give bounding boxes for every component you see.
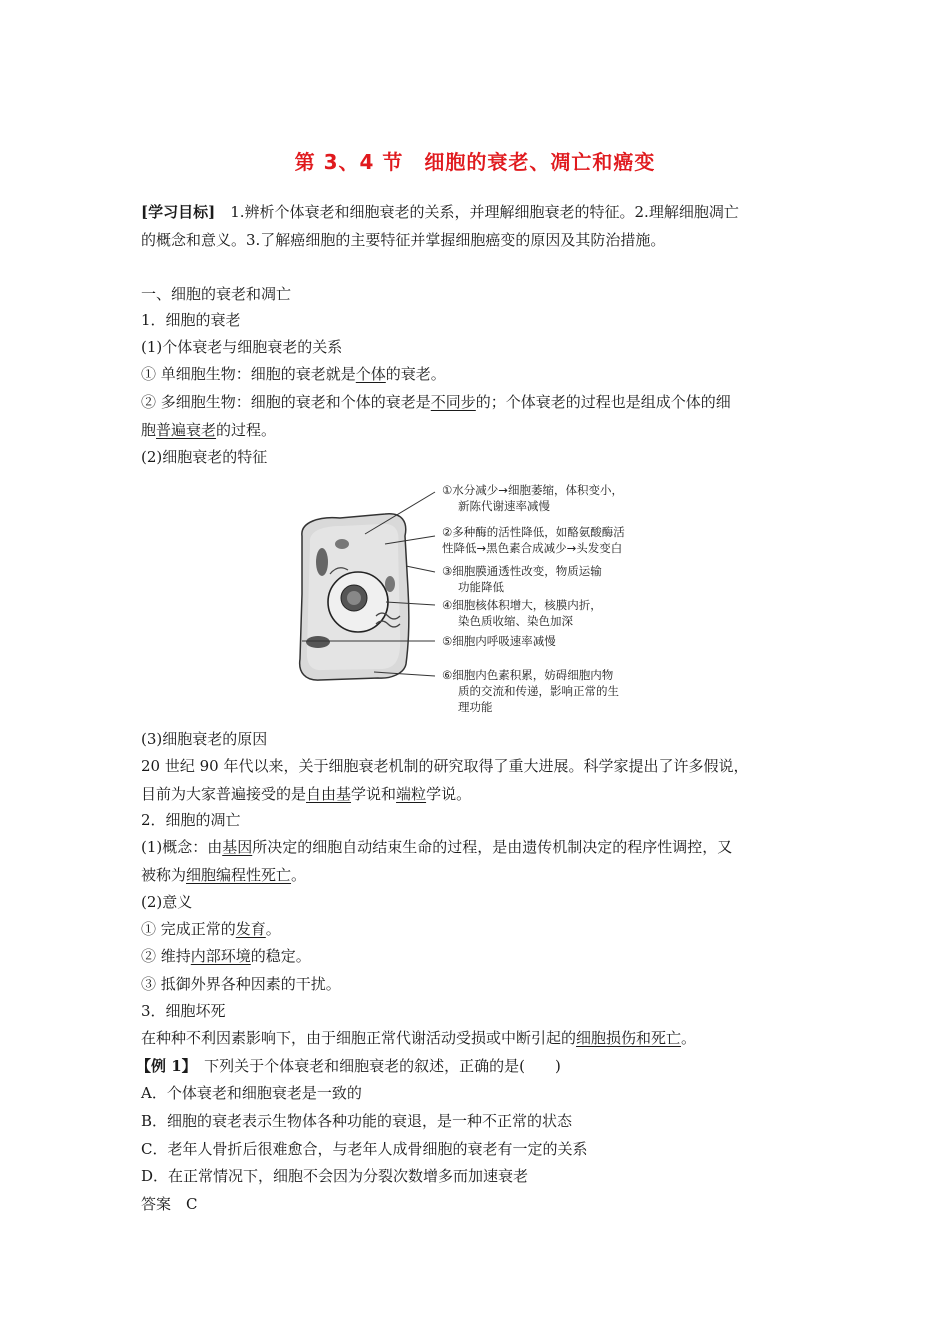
label-6c: 理功能 xyxy=(458,700,493,714)
point-causes: (3)细胞衰老的原因 xyxy=(141,730,268,748)
concept-line-2 xyxy=(141,865,306,885)
nucleolus-core xyxy=(347,591,361,605)
option-d: D．在正常情况下，细胞不会因为分裂次数增多而加速衰老 xyxy=(141,1167,529,1185)
text: 的；个体衰老的过程也是组成个体的细 xyxy=(475,393,731,411)
leader-line xyxy=(406,566,435,572)
text: 被称为 xyxy=(141,866,187,884)
aging-cell-diagram xyxy=(290,474,660,720)
subsection-necrosis: 3．细胞坏死 xyxy=(141,1002,226,1020)
label-4b: 染色质收缩、染色加深 xyxy=(458,614,573,628)
underlined-answer: 发育 xyxy=(235,920,266,938)
point-relation: (1)个体衰老与细胞衰老的关系 xyxy=(141,338,343,356)
mitochondrion xyxy=(306,636,330,648)
text: ② 多细胞生物：细胞的衰老和个体的衰老是 xyxy=(141,393,431,411)
text: 。 xyxy=(265,920,281,938)
underlined-answer: 不同步 xyxy=(430,393,476,411)
label-4a: ④细胞核体积增大，核膜内折， xyxy=(442,598,602,612)
objectives-label: [学习目标] xyxy=(141,203,216,221)
option-c: C．老年人骨折后很难愈合，与老年人成骨细胞的衰老有一定的关系 xyxy=(141,1140,588,1158)
text: (1)概念：由 xyxy=(141,838,223,856)
necrosis-text xyxy=(141,1028,696,1048)
objectives-line-1 xyxy=(141,202,739,222)
underlined-answer: 细胞损伤和死亡 xyxy=(576,1029,682,1047)
concept-line-1 xyxy=(141,837,732,857)
item-multicellular-cont xyxy=(141,420,276,440)
meaning-3: ③ 抵御外界各种因素的干扰。 xyxy=(141,975,341,993)
text: ① 完成正常的 xyxy=(141,920,236,938)
text: 在种种不利因素影响下，由于细胞正常代谢活动受损或中断引起的 xyxy=(141,1029,577,1047)
item-multicellular xyxy=(141,392,731,412)
label-1a: ①水分减少→细胞萎缩，体积变小， xyxy=(442,483,623,497)
text: 目前为大家普遍接受的是 xyxy=(141,785,307,803)
text: 的过程。 xyxy=(216,421,277,439)
text: 学说和 xyxy=(351,785,397,803)
subsection-aging: 1．细胞的衰老 xyxy=(141,311,241,329)
option-b: B．细胞的衰老表示生物体各种功能的衰退，是一种不正常的状态 xyxy=(141,1112,573,1130)
meaning-heading: (2)意义 xyxy=(141,893,193,911)
underlined-answer: 普遍衰老 xyxy=(156,421,217,439)
underlined-answer: 端粒 xyxy=(396,785,427,803)
text: 。 xyxy=(291,866,307,884)
answer: 答案 C xyxy=(141,1195,198,1213)
underlined-answer: 内部环境 xyxy=(190,947,251,965)
mitochondrion xyxy=(316,548,328,576)
underlined-answer: 个体 xyxy=(355,365,386,383)
label-6a: ⑥细胞内色素积累，妨碍细胞内物 xyxy=(442,668,614,682)
objectives-text-1: 1.辨析个体衰老和细胞衰老的关系，并理解细胞衰老的特征。2.理解细胞凋亡 xyxy=(215,203,739,221)
text: 。 xyxy=(681,1029,697,1047)
vesicle xyxy=(385,576,395,592)
causes-text-2 xyxy=(141,784,471,804)
item-unicellular xyxy=(141,364,446,384)
page-title: 第 3、4 节 细胞的衰老、凋亡和癌变 xyxy=(294,150,656,174)
text: 的衰老。 xyxy=(385,365,446,383)
text: ① 单细胞生物：细胞的衰老就是 xyxy=(141,365,356,383)
text: ② 维持 xyxy=(141,947,191,965)
meaning-1 xyxy=(141,919,281,939)
text: 所决定的细胞自动结束生命的过程，是由遗传机制决定的程序性调控，又 xyxy=(252,838,733,856)
underlined-answer: 基因 xyxy=(222,838,253,856)
question-text: 下列关于个体衰老和细胞衰老的叙述，正确的是( ) xyxy=(189,1057,561,1075)
text: 的稳定。 xyxy=(250,947,311,965)
text: 胞 xyxy=(141,421,157,439)
cell-figure xyxy=(290,474,660,720)
label-5: ⑤细胞内呼吸速率减慢 xyxy=(442,634,556,648)
subsection-apoptosis: 2．细胞的凋亡 xyxy=(141,811,241,829)
text: 学说。 xyxy=(426,785,472,803)
causes-text-1: 20 世纪 90 年代以来，关于细胞衰老机制的研究取得了重大进展。科学家提出了许多假说， xyxy=(141,757,749,775)
objectives-line-2: 的概念和意义。3.了解癌细胞的主要特征并掌握细胞癌变的原因及其防治措施。 xyxy=(141,231,666,249)
vesicle xyxy=(335,539,349,549)
example-question xyxy=(136,1056,561,1076)
label-1b: 新陈代谢速率减慢 xyxy=(458,499,550,513)
option-a: A．个体衰老和细胞衰老是一致的 xyxy=(141,1084,362,1102)
underlined-answer: 自由基 xyxy=(306,785,352,803)
meaning-2 xyxy=(141,946,311,966)
label-2a: ②多种酶的活性降低，如酪氨酸酶活 xyxy=(442,525,625,539)
section-heading: 一、细胞的衰老和凋亡 xyxy=(141,285,292,303)
point-features: (2)细胞衰老的特征 xyxy=(141,448,268,466)
underlined-answer: 细胞编程性死亡 xyxy=(186,866,292,884)
example-label: 【例 1】 xyxy=(136,1057,190,1075)
label-6b: 质的交流和传递，影响正常的生 xyxy=(458,684,619,698)
label-3a: ③细胞膜通透性改变，物质运输 xyxy=(442,564,602,578)
label-2b: 性降低→黑色素合成减少→头发变白 xyxy=(442,541,623,555)
label-3b: 功能降低 xyxy=(458,580,504,594)
